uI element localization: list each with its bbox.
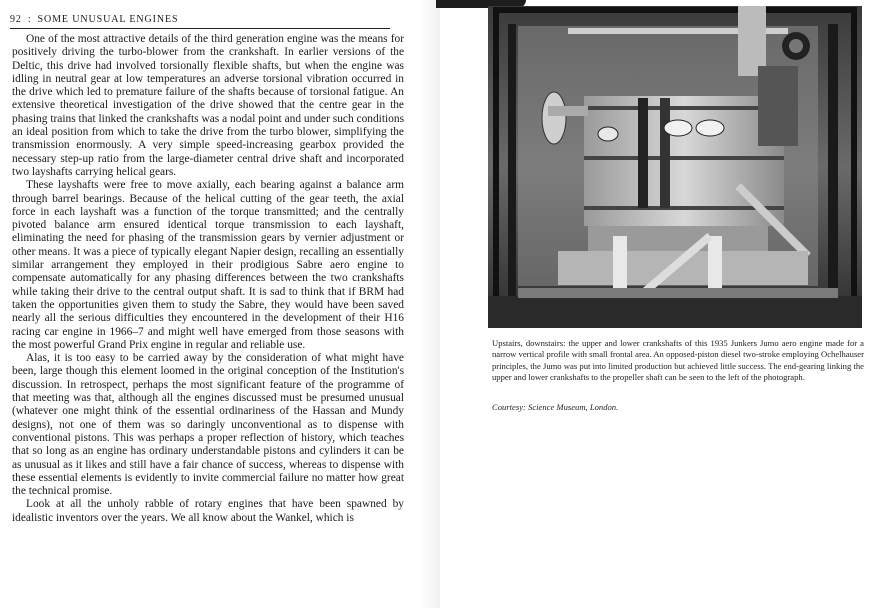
body-paragraph: Alas, it is too easy to be carried away by the consideration of what might have been, large though this element loomed in the original conception of the Institution's discussion. In retrospect, perhaps the most significant feature of the programme of that meeting was that, although all the engines discussed must be presumed unusual (whatever one might think of the essential ordinariness of the Hassan and Mundy designs), not one of them was so daringly unconventional as to dispense with conventional pistons. This was perhaps a proper reflection of history, which teaches that so long as an engine has ordinary understandable pistons and cylinders it can be as unusual as it likes and still have a fair chance of success, whereas to dispense with these essential elements is evidently to invite commercial failure no matter how great the technical promise.: [12, 352, 404, 498]
running-header: [10, 14, 390, 29]
body-paragraph: These layshafts were free to move axially, each bearing against a balance arm through barrel bearings. Because of the helical cutting of the gear teeth, the axial force in each layshaft was a function of the torque transmitted; and the centrally pivoted balance arm ensured identical torque transmission to each layshaft, eliminating the need for phasing of the transmission gears by vernier adjustment or other means. It was a piece of typically elegant Napier design, recalling an essentially similar arrangement they employed in their prodigious Sabre aero engine to compensate automatically for any phasing differences between the two crankshafts while taking their drive to the central output shaft. It is sad to think that if BRM had taken the opportunities given them to study the Sabre, they would have been saved nearly all the serious difficulties they encountered in the development of their H16 racing car engine in 1966–7 and might well have emerged from those seasons with the most powerful Grand Prix engine in regular and reliable use.: [12, 179, 404, 351]
engine-illustration: [488, 6, 862, 328]
engine-photograph: [488, 6, 862, 328]
page-number: 92: [10, 14, 22, 25]
right-page: [440, 0, 874, 608]
left-page: [0, 0, 420, 608]
body-paragraph: One of the most attractive details of the third generation engine was the means for positively driving the turbo-blower from the crankshaft. In earlier versions of the Deltic, this drive had involved torsionally flexible shafts, but when the engine was idling in neutral gear at low temperatures an adverse torsional vibration occurred in the drive which led to premature failure of the shafts because of torsional fatigue. An extensive theoretical investigation of the drive showed that the centre gear in the phasing trains that linked the crankshafts was a nodal point and under such conditions an ideal position from which to take the drive from the turbo blower, simplifying the transmission enormously. A very simple speed-increasing gearbox provided the necessary step-up ratio from the large-diameter central drive shaft and incorporated two layshafts carrying helical gears.: [12, 33, 404, 178]
body-text: [12, 33, 404, 525]
body-paragraph: Look at all the unholy rabble of rotary engines that have been spawned by idealistic inventors over the years. We all know about the Wankel, which is: [12, 498, 404, 524]
caption-text: Upstairs, downstairs: the upper and lower crankshafts of this 1935 Junkers Jumo aero engine made for a narrow vertical profile with small frontal area. An opposed-piston diesel two-stroke employing Ochelhauser principles, the Jumo was put into limited production but achieved little success. The end-gearing linking the upper and lower crankshafts to the propeller shaft can be seen to the left of the photograph.: [492, 338, 864, 383]
page-gutter: [420, 0, 440, 608]
running-title: SOME UNUSUAL ENGINES: [37, 14, 179, 25]
figure-caption: [492, 338, 864, 384]
header-separator: :: [27, 14, 32, 25]
figure-credit: Courtesy: Science Museum, London.: [492, 402, 619, 412]
